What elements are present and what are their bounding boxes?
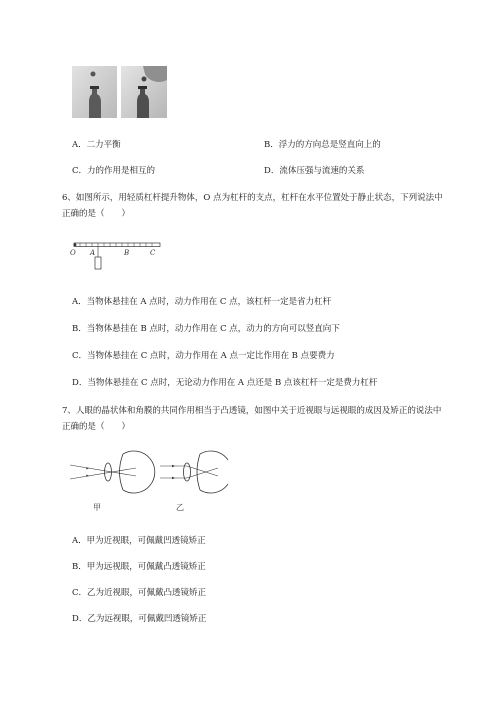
q6-option-c: C．当物体悬挂在 C 点时，动力作用在 A 点一定比作用在 B 点要费力 (72, 351, 335, 361)
eye-diagram-right (160, 451, 228, 493)
lever-label-o: O (70, 249, 76, 257)
q5-option-a: A．二力平衡 (72, 140, 121, 150)
q6-option-a: A．当物体悬挂在 A 点时，动力作用在 C 点，该杠杆一定是省力杠杆 (72, 297, 332, 307)
q7-option-c: C．乙为近视眼，可佩戴凸透镜矫正 (72, 588, 207, 598)
eye-caption-right: 乙 (176, 503, 184, 512)
q7-option-a: A．甲为近视眼，可佩戴凹透镜矫正 (72, 536, 206, 546)
lever-label-b: B (124, 249, 130, 257)
eye-diagram-left (70, 451, 155, 493)
experiment-photo-right (121, 66, 167, 118)
q6-stem-line2: 正确的是（ ） (62, 209, 131, 219)
eye-diagrams (68, 446, 228, 514)
lever-label-c: C (150, 249, 156, 257)
q6-stem-line1: 6、如图所示，用轻质杠杆提升物体，O 点为杠杆的支点，杠杆在水平位置处于静止状态，下列说法中 (62, 193, 443, 203)
q7-option-d: D．乙为远视眼，可佩戴凹透镜矫正 (72, 614, 207, 624)
q7-stem-line2: 正确的是（ ） (62, 422, 131, 432)
q6-option-b: B．当物体悬挂在 B 点时，动力作用在 C 点，动力的方向可以竖直向下 (72, 324, 340, 334)
lever-label-a: A (90, 249, 96, 257)
q7-option-b: B．甲为远视眼，可佩戴凸透镜矫正 (72, 562, 206, 572)
q6-option-d: D．当物体悬挂在 C 点时，无论动力作用在 A 点还是 B 点该杠杆一定是费力杠杆 (72, 378, 378, 388)
q5-option-d: D．流体压强与流速的关系 (264, 166, 365, 176)
lever-diagram (66, 236, 166, 274)
q7-stem-line1: 7、人眼的晶状体和角膜的共同作用相当于凸透镜，如图中关于近视眼与远视眼的成因及矫正的说法中 (62, 406, 442, 416)
eye-caption-left: 甲 (93, 503, 101, 512)
q5-option-c: C．力的作用是相互的 (72, 166, 156, 176)
experiment-photo-left (72, 66, 117, 118)
q5-option-b: B．浮力的方向总是竖直向上的 (264, 140, 381, 150)
